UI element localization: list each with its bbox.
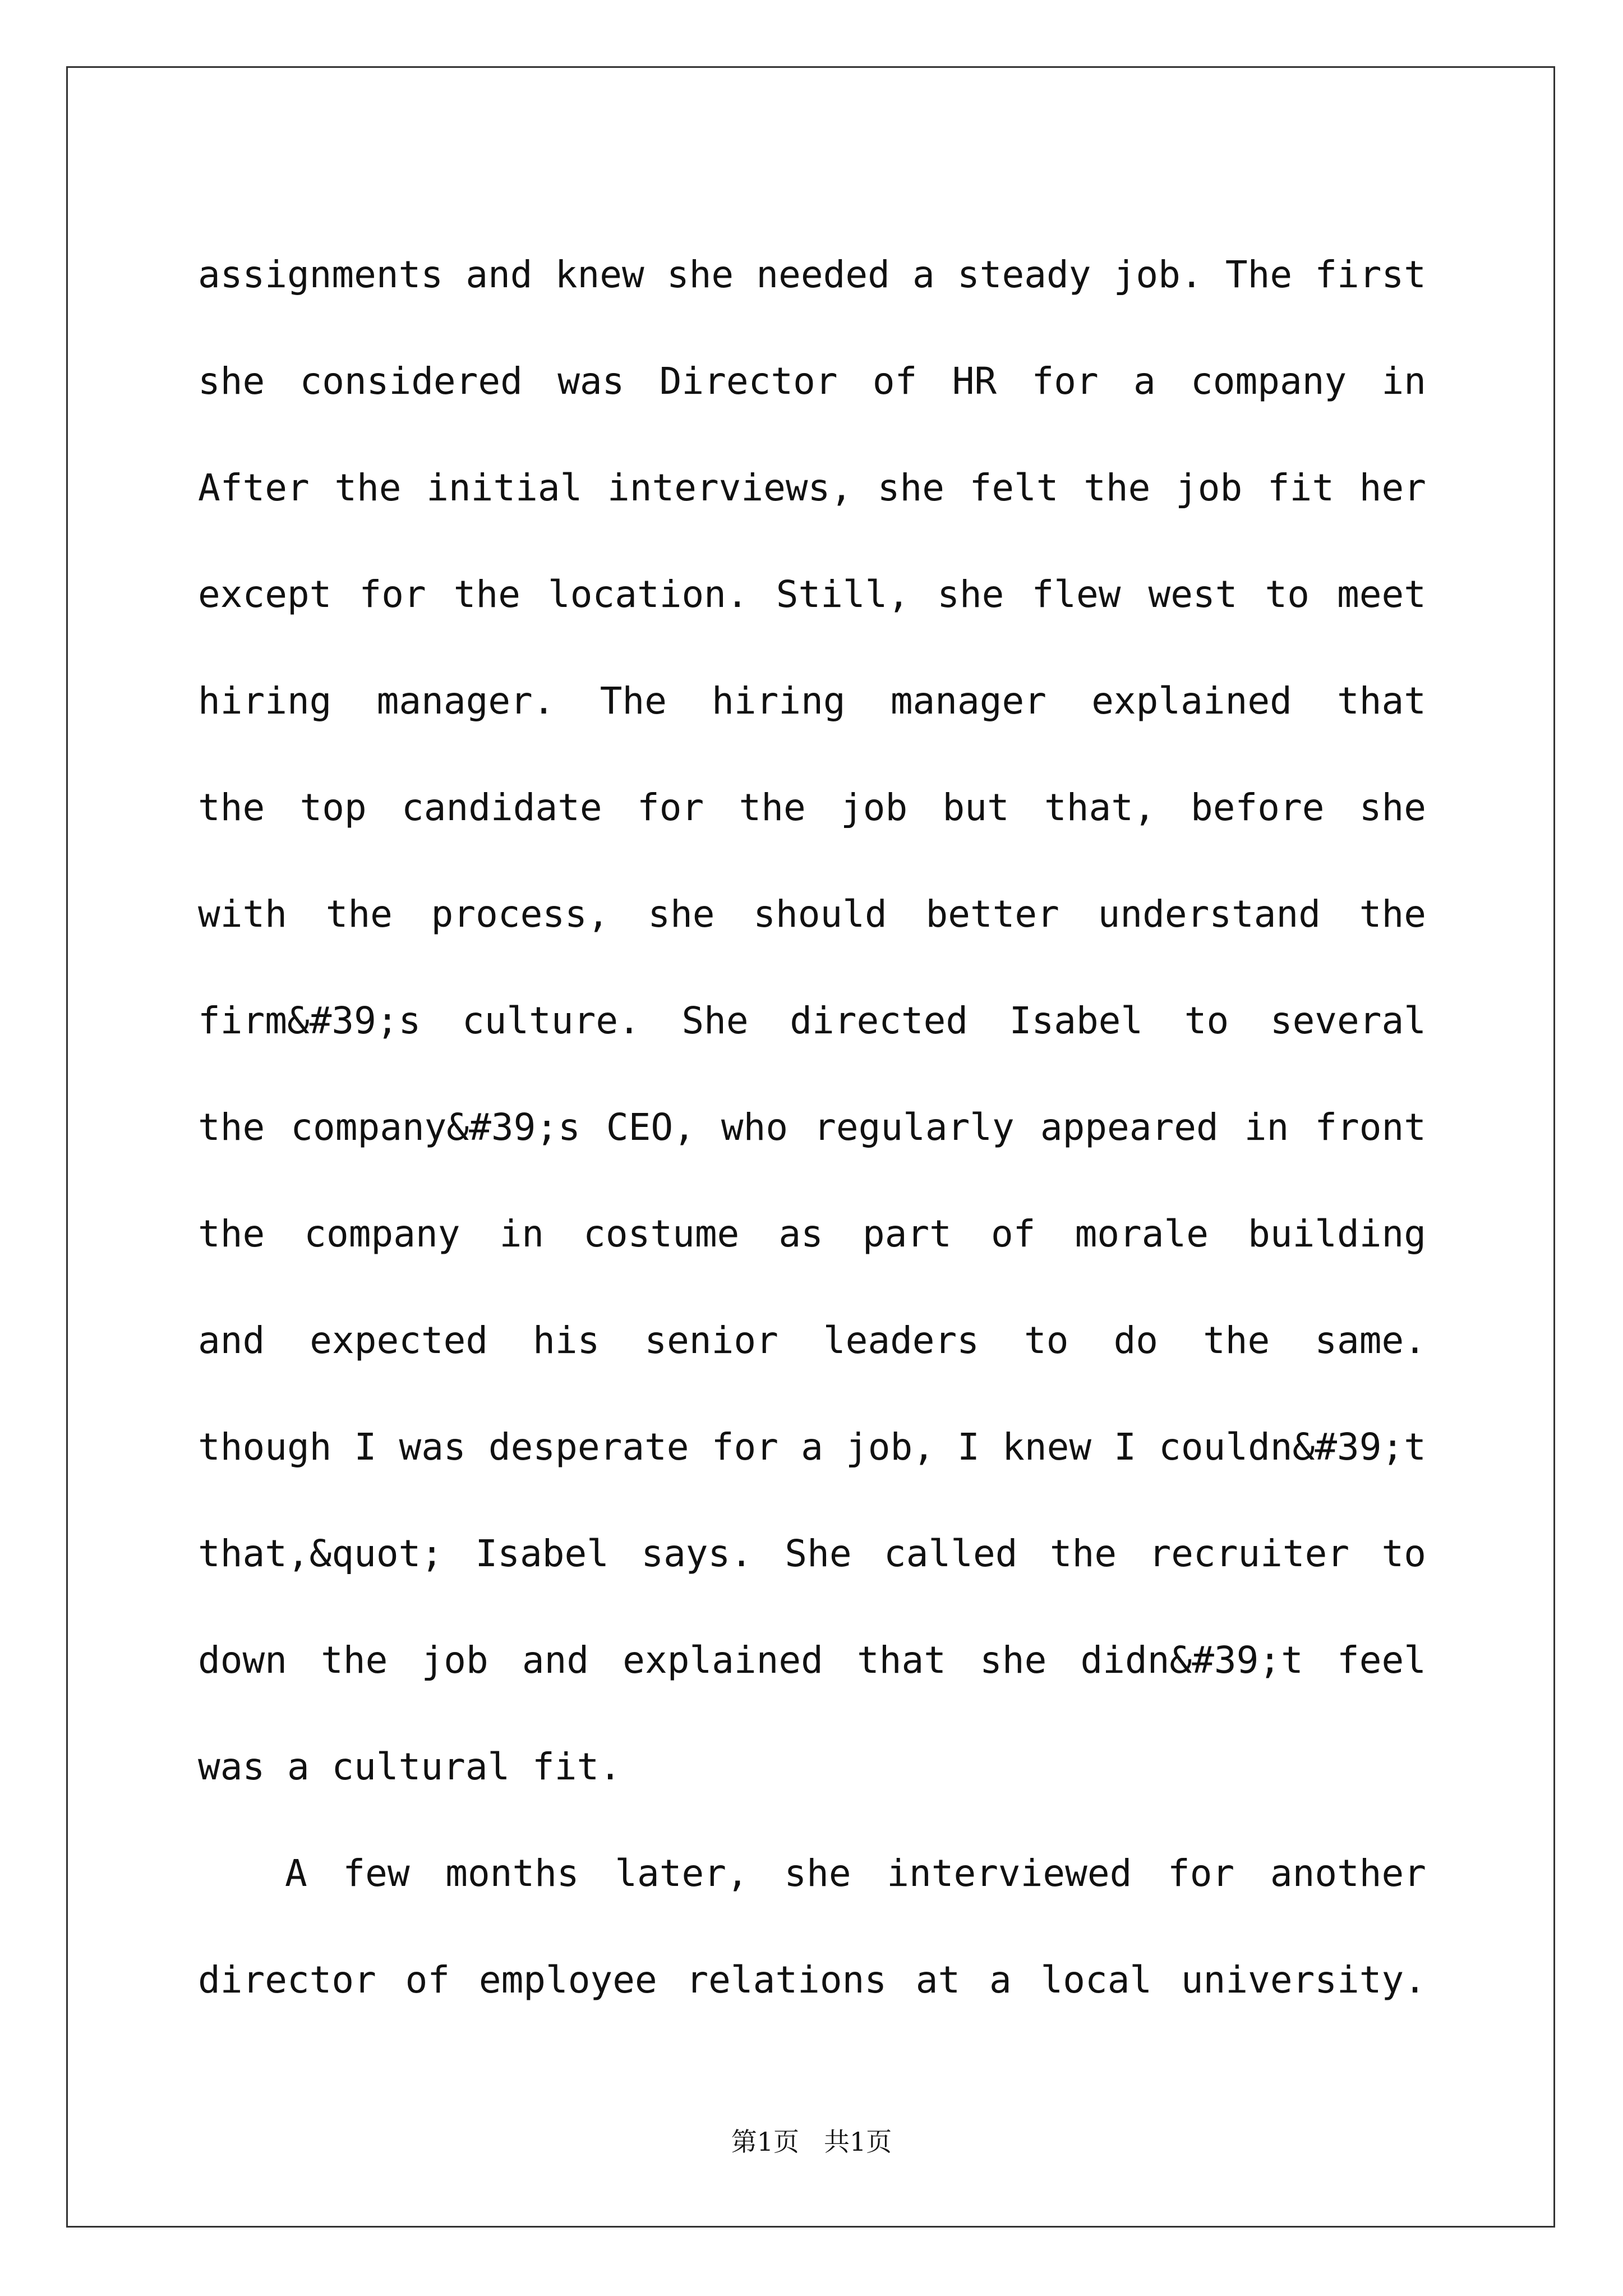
- text-line-13: that,&quot; Isabel says. She called the recruiter to: [198, 1532, 1426, 1575]
- text-line-17: director of employee relations at a local university.: [198, 1958, 1426, 2001]
- text-line-7: with the process, she should better understand the: [198, 892, 1426, 936]
- page-number: 第1页: [731, 2127, 800, 2157]
- text-line-2: she considered was Director of HR for a company in: [198, 360, 1426, 403]
- text-line-11: and expected his senior leaders to do the same.: [198, 1319, 1426, 1362]
- text-line-1: assignments and knew she needed a steady job. The first: [198, 253, 1426, 296]
- text-line-5: hiring manager. The hiring manager explained that: [198, 679, 1426, 723]
- text-line-3: After the initial interviews, she felt the job fit her: [198, 466, 1426, 509]
- text-line-4: except for the location. Still, she flew west to meet: [198, 573, 1426, 616]
- text-line-15: was a cultural fit.: [198, 1745, 621, 1788]
- text-line-8: firm&#39;s culture. She directed Isabel to several: [198, 999, 1426, 1042]
- text-line-12: though I was desperate for a job, I knew I couldn&#39;t: [198, 1425, 1426, 1469]
- page-footer: [0, 2122, 1623, 2159]
- text-line-9: the company&#39;s CEO, who regularly appeared in front: [198, 1106, 1426, 1149]
- page-total: 共1页: [823, 2127, 892, 2157]
- text-line-6: the top candidate for the job but that, before she: [198, 786, 1426, 829]
- text-line-14: down the job and explained that she didn&#39;t feel: [198, 1639, 1426, 1682]
- text-line-10: the company in costume as part of morale building: [198, 1212, 1426, 1255]
- text-line-16: A few months later, she interviewed for another: [285, 1852, 1426, 1895]
- document-body: [198, 222, 1426, 2033]
